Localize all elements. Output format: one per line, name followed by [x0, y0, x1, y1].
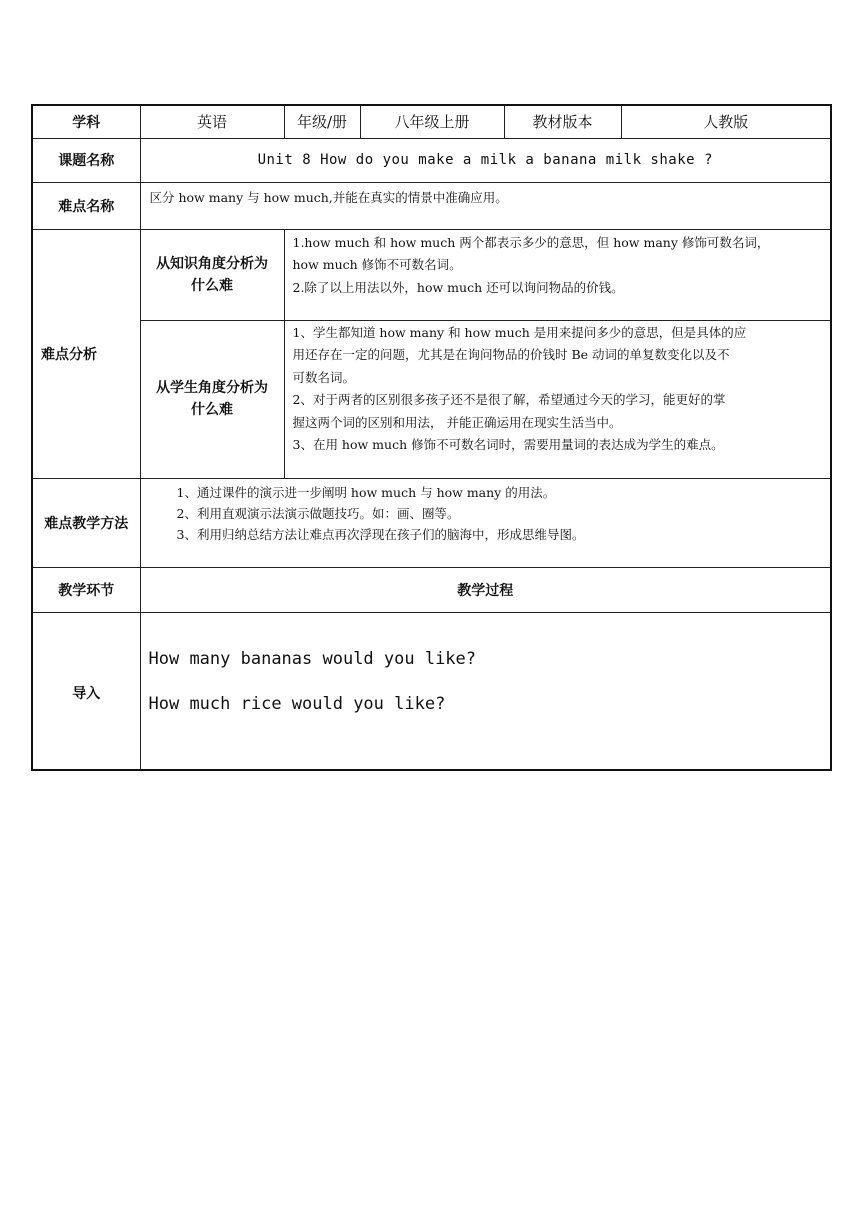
topic-row	[32, 138, 831, 182]
knowledge-angle-content	[284, 229, 831, 320]
knowledge-line: how much 修饰不可数名词。	[292, 257, 462, 272]
edition-label: 教材版本	[504, 105, 621, 138]
stage-label: 教学环节	[32, 567, 140, 612]
difficulty-name-label: 难点名称	[32, 182, 140, 229]
student-line: 3、在用 how much 修饰不可数名词时，需要用量词的表达成为学生的难点。	[292, 437, 724, 452]
method-item: 1、通过课件的演示进一步阐明 how much 与 how many 的用法。	[176, 484, 556, 500]
process-label: 教学过程	[140, 567, 831, 612]
process-header-row	[32, 567, 831, 612]
knowledge-angle-label	[140, 229, 284, 320]
topic-label: 课题名称	[32, 138, 140, 182]
difficulty-name-value: 区分 how many 与 how much,并能在真实的情景中准确应用。	[140, 182, 831, 229]
analysis-student-row	[32, 320, 831, 478]
student-angle-label-line1: 从学生角度分析为	[156, 380, 268, 396]
analysis-knowledge-row	[32, 229, 831, 320]
knowledge-line: 2.除了以上用法以外，how much 还可以询问物品的价钱。	[292, 279, 624, 295]
student-line: 握这两个词的区别和用法， 并能正确运用在现实生活当中。	[292, 414, 622, 430]
edition-value: 人教版	[621, 105, 831, 138]
topic-value: Unit 8 How do you make a milk a banana milk shake ?	[140, 138, 831, 182]
intro-question: How much rice would you like?	[148, 693, 446, 714]
knowledge-line: 1.how much 和 how much 两个都表示多少的意思，但 how many 修饰可数名词，	[292, 234, 770, 250]
header-row	[32, 105, 831, 138]
student-angle-label	[140, 320, 284, 478]
method-item: 2、利用直观演示法演示做题技巧。如：画、圈等。	[176, 505, 460, 521]
student-angle-label-line2: 什么难	[191, 402, 233, 418]
intro-row	[32, 612, 831, 770]
difficulty-name-row	[32, 182, 831, 229]
subject-label: 学科	[32, 105, 140, 138]
intro-label: 导入	[32, 612, 140, 770]
student-angle-content	[284, 320, 831, 478]
analysis-label: 难点分析	[32, 229, 140, 478]
grade-value: 八年级上册	[360, 105, 504, 138]
student-line: 可数名词。	[292, 369, 356, 385]
student-line: 用还存在一定的问题，尤其是在询问物品的价钱时 Be 动词的单复数变化以及不	[292, 347, 730, 362]
method-content	[140, 478, 831, 567]
knowledge-angle-label-line2: 什么难	[191, 277, 233, 294]
student-line: 2、对于两者的区别很多孩子还不是很了解，希望通过今天的学习，能更好的掌	[292, 392, 726, 407]
method-row	[32, 478, 831, 567]
student-line: 1、学生都知道 how many 和 how much 是用来提问多少的意思，但是具体的应	[292, 324, 747, 340]
knowledge-angle-label-line1: 从知识角度分析为	[156, 255, 268, 272]
method-label: 难点教学方法	[32, 478, 140, 567]
lesson-plan-table	[31, 104, 832, 771]
intro-content	[140, 612, 831, 770]
intro-question: How many bananas would you like?	[148, 648, 477, 669]
grade-label: 年级/册	[284, 105, 360, 138]
method-item: 3、利用归纳总结方法让难点再次浮现在孩子们的脑海中，形成思维导图。	[176, 526, 585, 542]
subject-value: 英语	[140, 105, 284, 138]
